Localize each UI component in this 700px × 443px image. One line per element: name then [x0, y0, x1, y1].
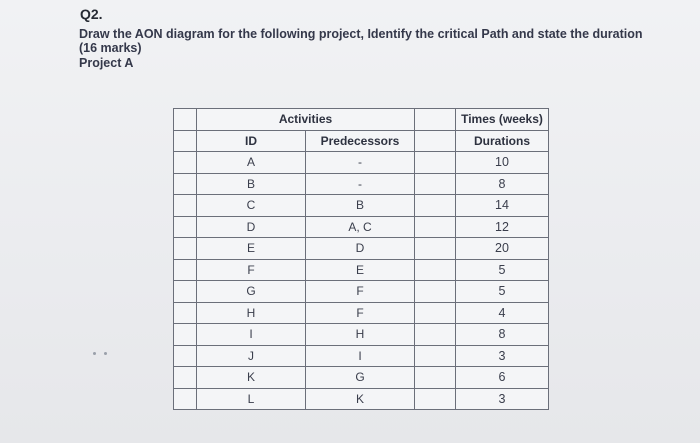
predecessor-cell: B [306, 195, 415, 217]
duration-cell: 5 [456, 259, 549, 281]
table-row [174, 281, 549, 303]
subheader-gap [415, 130, 456, 152]
row-gap [415, 281, 456, 303]
row-spacer [174, 195, 197, 217]
activity-id-cell: J [197, 345, 306, 367]
activity-id-cell: A [197, 152, 306, 174]
speck-mark [93, 352, 96, 355]
predecessor-cell: E [306, 259, 415, 281]
row-spacer [174, 388, 197, 410]
activity-id-cell: I [197, 324, 306, 346]
predecessor-cell: G [306, 367, 415, 389]
activity-id-cell: F [197, 259, 306, 281]
duration-cell: 3 [456, 388, 549, 410]
subheader-spacer [174, 130, 197, 152]
predecessor-cell: D [306, 238, 415, 260]
predecessor-cell: F [306, 281, 415, 303]
table-row [174, 367, 549, 389]
predecessor-cell: I [306, 345, 415, 367]
predecessor-cell: F [306, 302, 415, 324]
header-spacer [174, 109, 197, 131]
row-gap [415, 238, 456, 260]
row-spacer [174, 367, 197, 389]
table-row [174, 195, 549, 217]
activity-id-cell: E [197, 238, 306, 260]
predecessors-column-header: Predecessors [306, 130, 415, 152]
row-spacer [174, 345, 197, 367]
predecessor-cell: - [306, 152, 415, 174]
table-header-row [174, 109, 549, 131]
table-body [174, 152, 549, 410]
duration-cell: 8 [456, 324, 549, 346]
predecessor-cell: K [306, 388, 415, 410]
duration-cell: 8 [456, 173, 549, 195]
activity-id-cell: B [197, 173, 306, 195]
duration-cell: 12 [456, 216, 549, 238]
activity-id-cell: H [197, 302, 306, 324]
row-gap [415, 259, 456, 281]
activities-header: Activities [197, 109, 415, 131]
activity-id-cell: G [197, 281, 306, 303]
activity-id-cell: K [197, 367, 306, 389]
row-gap [415, 216, 456, 238]
durations-column-header: Durations [456, 130, 549, 152]
row-spacer [174, 259, 197, 281]
row-gap [415, 345, 456, 367]
id-column-header: ID [197, 130, 306, 152]
row-gap [415, 173, 456, 195]
project-activity-table [173, 108, 549, 410]
row-spacer [174, 281, 197, 303]
row-gap [415, 367, 456, 389]
row-gap [415, 152, 456, 174]
speck-mark [104, 352, 107, 355]
duration-cell: 6 [456, 367, 549, 389]
table-row [174, 238, 549, 260]
activity-id-cell: D [197, 216, 306, 238]
predecessor-cell: - [306, 173, 415, 195]
row-spacer [174, 238, 197, 260]
duration-cell: 5 [456, 281, 549, 303]
predecessor-cell: A, C [306, 216, 415, 238]
row-gap [415, 302, 456, 324]
question-marks: (16 marks) [79, 41, 142, 55]
row-spacer [174, 216, 197, 238]
row-spacer [174, 324, 197, 346]
header-gap [415, 109, 456, 131]
predecessor-cell: H [306, 324, 415, 346]
duration-cell: 4 [456, 302, 549, 324]
table-row [174, 388, 549, 410]
table-row [174, 259, 549, 281]
duration-cell: 10 [456, 152, 549, 174]
row-gap [415, 388, 456, 410]
table-row [174, 324, 549, 346]
duration-cell: 3 [456, 345, 549, 367]
duration-cell: 14 [456, 195, 549, 217]
table-row [174, 152, 549, 174]
row-spacer [174, 302, 197, 324]
activity-id-cell: L [197, 388, 306, 410]
question-number: Q2. [80, 6, 103, 22]
table-row [174, 173, 549, 195]
times-header: Times (weeks) [456, 109, 549, 131]
project-label: Project A [79, 56, 134, 70]
table-row [174, 216, 549, 238]
table-row [174, 345, 549, 367]
row-spacer [174, 152, 197, 174]
row-gap [415, 195, 456, 217]
table-subheader-row [174, 130, 549, 152]
question-instruction: Draw the AON diagram for the following project, Identify the critical Path and state the duration [79, 27, 643, 41]
row-gap [415, 324, 456, 346]
row-spacer [174, 173, 197, 195]
table-row [174, 302, 549, 324]
activity-id-cell: C [197, 195, 306, 217]
duration-cell: 20 [456, 238, 549, 260]
